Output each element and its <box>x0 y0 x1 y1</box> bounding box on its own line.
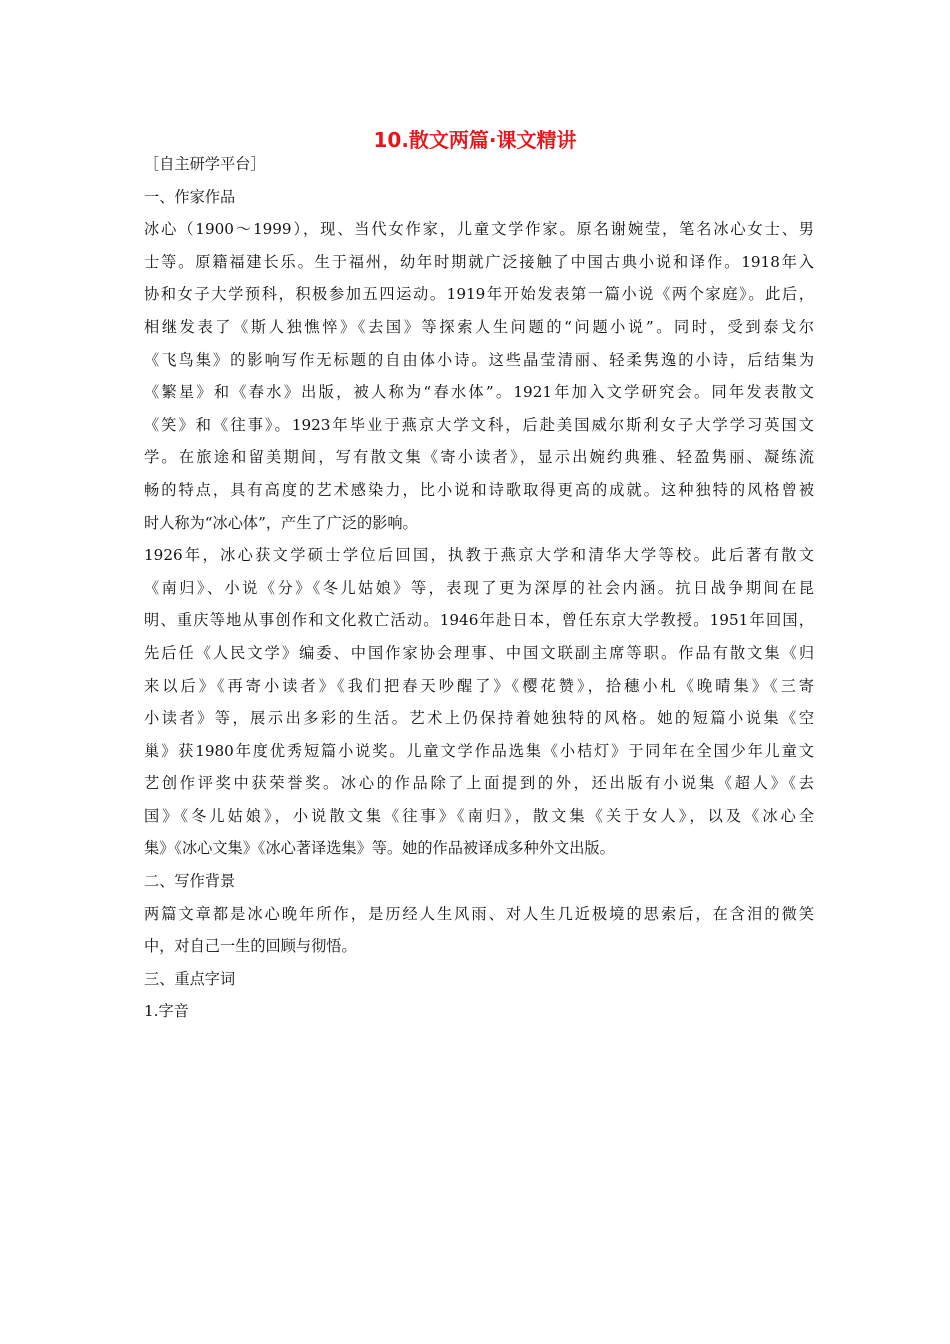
paragraph-author-bio-1 <box>144 213 814 539</box>
text-line: 巢》获1980年度优秀短篇小说奖。儿童文学作品选集《小桔灯》于同年在全国少年儿童文 <box>144 741 814 760</box>
text-line: 冰心（1900～1999），现、当代女作家，儿童文学作家。原名谢婉莹，笔名冰心女士、男 <box>144 220 814 239</box>
subsection-pronunciation: 1.字音 <box>144 1002 189 1021</box>
text-line: 协和女子大学预科，积极参加五四运动。1919年开始发表第一篇小说《两个家庭》。此后， <box>144 285 814 304</box>
text-line: 时人称为“冰心体”，产生了广泛的影响。 <box>144 513 418 532</box>
text-line: 相继发表了《斯人独憔悴》《去国》等探索人生问题的“问题小说”。同时，受到泰戈尔 <box>144 317 814 336</box>
text-line: 士等。原籍福建长乐。生于福州，幼年时期就广泛接触了中国古典小说和译作。1918年入 <box>144 252 814 271</box>
section-heading-writing-background: 二、写作背景 <box>144 872 236 891</box>
text-line: 艺创作评奖中获荣誉奖。冰心的作品除了上面提到的外，还出版有小说集《超人》《去 <box>144 774 814 793</box>
text-line: 畅的特点，具有高度的艺术感染力，比小说和诗歌取得更高的成就。这种独特的风格曾被 <box>144 480 814 499</box>
text-line: 小读者》等，展示出多彩的生活。艺术上仍保持着她独特的风格。她的短篇小说集《空 <box>144 709 814 728</box>
text-line: 《笑》和《往事》。1923年毕业于燕京大学文科，后赴美国威尔斯利女子大学学习英国文 <box>144 415 814 434</box>
paragraph-writing-background <box>144 898 814 963</box>
text-line: 学。在旅途和留美期间，写有散文集《寄小读者》，显示出婉约典雅、轻盈隽丽、凝练流 <box>144 448 814 467</box>
text-line: 明、重庆等地从事创作和文化救亡活动。1946年赴日本，曾任东京大学教授。1951年回国， <box>144 611 814 630</box>
text-line: 国》《冬儿姑娘》，小说散文集《往事》《南归》，散文集《关于女人》，以及《冰心全 <box>144 806 814 825</box>
page-title: 10.散文两篇·课文精讲 <box>373 128 577 152</box>
section-heading-author-works: 一、作家作品 <box>144 187 236 206</box>
text-line: 《繁星》和《春水》出版，被人称为“春水体”。1921年加入文学研究会。同年发表散文 <box>144 383 814 402</box>
text-line: 中，对自己一生的回顾与彻悟。 <box>144 937 357 956</box>
platform-label: ［自主研学平台］ <box>144 155 266 173</box>
text-line: 先后任《人民文学》编委、中国作家协会理事、中国文联副主席等职。作品有散文集《归 <box>144 643 814 662</box>
text-line: 1926年，冰心获文学硕士学位后回国，执教于燕京大学和清华大学等校。此后著有散文 <box>144 546 814 565</box>
paragraph-author-bio-2 <box>144 539 814 865</box>
text-line: 《南归》、小说《分》《冬儿姑娘》等，表现了更为深厚的社会内涵。抗日战争期间在昆 <box>144 578 814 597</box>
text-line: 集》《冰心文集》《冰心著译选集》等。她的作品被译成多种外文出版。 <box>144 839 615 858</box>
document-body <box>144 148 814 1028</box>
text-line: 《飞鸟集》的影响写作无标题的自由体小诗。这些晶莹清丽、轻柔隽逸的小诗，后结集为 <box>144 350 814 369</box>
text-line: 来以后》《再寄小读者》《我们把春天吵醒了》《樱花赞》，拾穗小札《晚晴集》《三寄 <box>144 676 814 695</box>
text-line: 两篇文章都是冰心晚年所作，是历经人生风雨、对人生几近极境的思索后，在含泪的微笑 <box>144 904 814 923</box>
section-heading-key-words: 三、重点字词 <box>144 969 236 988</box>
